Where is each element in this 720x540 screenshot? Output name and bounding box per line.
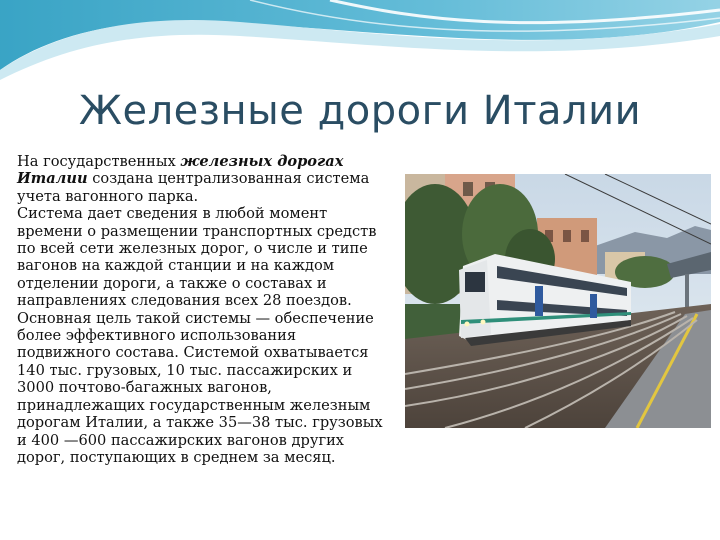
- train-photo: [405, 174, 711, 428]
- header-wave-decoration: [0, 0, 720, 90]
- page-title: Железные дороги Италии: [78, 88, 642, 134]
- paragraph-2: Система дает сведения в любой момент времени о размещении транспортных средств по всей сети железных дорог, о числе и типе вагонов на каждой станции и на каждом отделении дороги, а также о составах и направлениях следования всех 28 поездов.: [17, 205, 377, 310]
- body-text: [17, 153, 392, 466]
- paragraph-3: Основная цель такой системы — обеспечение более эффективного использования подвижного состава. Системой охватывается 140 тыс. грузовых, 10 тыс. пассажирских и 3000 почтово-багажных вагонов, принадлежащих государственным железным дорогам Италии, а также 35—38 тыс. грузовых и 400 —600 пассажирских вагонов других дорог, поступающих в среднем за месяц.: [17, 309, 383, 466]
- paragraph-1: На государственных железных дорогах Италии создана централизованная система учета вагонного парка.: [17, 153, 370, 205]
- emphasis-italy-railways: железных дорогах Италии: [17, 153, 344, 188]
